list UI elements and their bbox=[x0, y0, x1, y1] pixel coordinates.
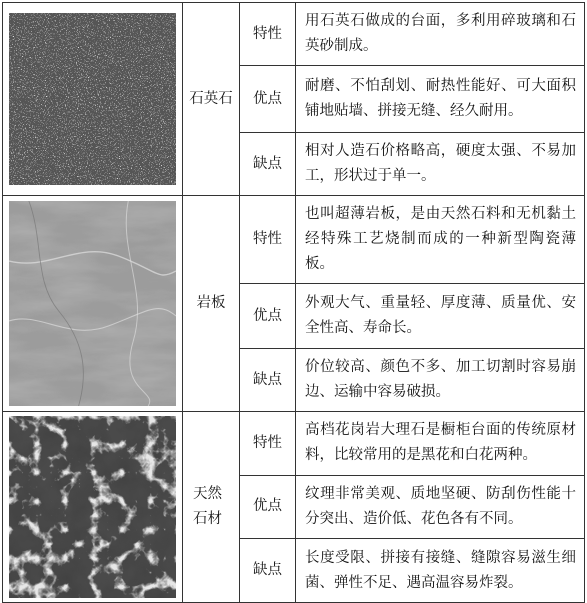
property-text: 价位较高、颜色不多、加工切割时容易崩边、运输中容易破损。 bbox=[296, 349, 585, 412]
material-image-cell bbox=[3, 412, 183, 603]
table-row bbox=[3, 3, 585, 66]
material-name: 石英石 bbox=[183, 3, 240, 196]
property-text: 长度受限、拼接有接缝、缝隙容易滋生细菌、弹性不足、遇高温容易炸裂。 bbox=[296, 539, 585, 603]
material-image-cell bbox=[3, 196, 183, 412]
property-text: 相对人造石价格略高，硬度太强、不易加工，形状过于单一。 bbox=[296, 133, 585, 196]
property-text: 高档花岗岩大理石是橱柜台面的传统原材料，比较常用的是黑花和白花两种。 bbox=[296, 412, 585, 476]
property-label: 特性 bbox=[240, 196, 296, 284]
property-text: 用石英石做成的台面，多利用碎玻璃和石英砂制成。 bbox=[296, 3, 585, 66]
table-row bbox=[3, 412, 585, 476]
table-row bbox=[3, 196, 585, 284]
materials-table-wrapper bbox=[2, 2, 585, 603]
property-label: 优点 bbox=[240, 475, 296, 539]
natural-stone-texture-image bbox=[9, 416, 176, 598]
property-text: 纹理非常美观、质地坚硬、防刮伤性能十分突出、造价低、花色各有不同。 bbox=[296, 475, 585, 539]
property-label: 特性 bbox=[240, 412, 296, 476]
property-label: 缺点 bbox=[240, 539, 296, 603]
material-name: 天然石材 bbox=[183, 412, 240, 603]
property-label: 优点 bbox=[240, 66, 296, 133]
property-text: 外观大气、重量轻、厚度薄、质量优、安全性高、寿命长。 bbox=[296, 284, 585, 349]
quartz-texture-image bbox=[9, 13, 176, 185]
property-text: 耐磨、不怕刮划、耐热性能好、可大面积铺地贴墙、拼接无缝、经久耐用。 bbox=[296, 66, 585, 133]
slate-texture-image bbox=[9, 201, 176, 406]
property-text: 也叫超薄岩板，是由天然石料和无机黏土经特殊工艺烧制而成的一种新型陶瓷薄板。 bbox=[296, 196, 585, 284]
property-label: 缺点 bbox=[240, 133, 296, 196]
material-name: 岩板 bbox=[183, 196, 240, 412]
property-label: 优点 bbox=[240, 284, 296, 349]
property-label: 特性 bbox=[240, 3, 296, 66]
material-image-cell bbox=[3, 3, 183, 196]
property-label: 缺点 bbox=[240, 349, 296, 412]
countertop-materials-table bbox=[2, 2, 585, 603]
